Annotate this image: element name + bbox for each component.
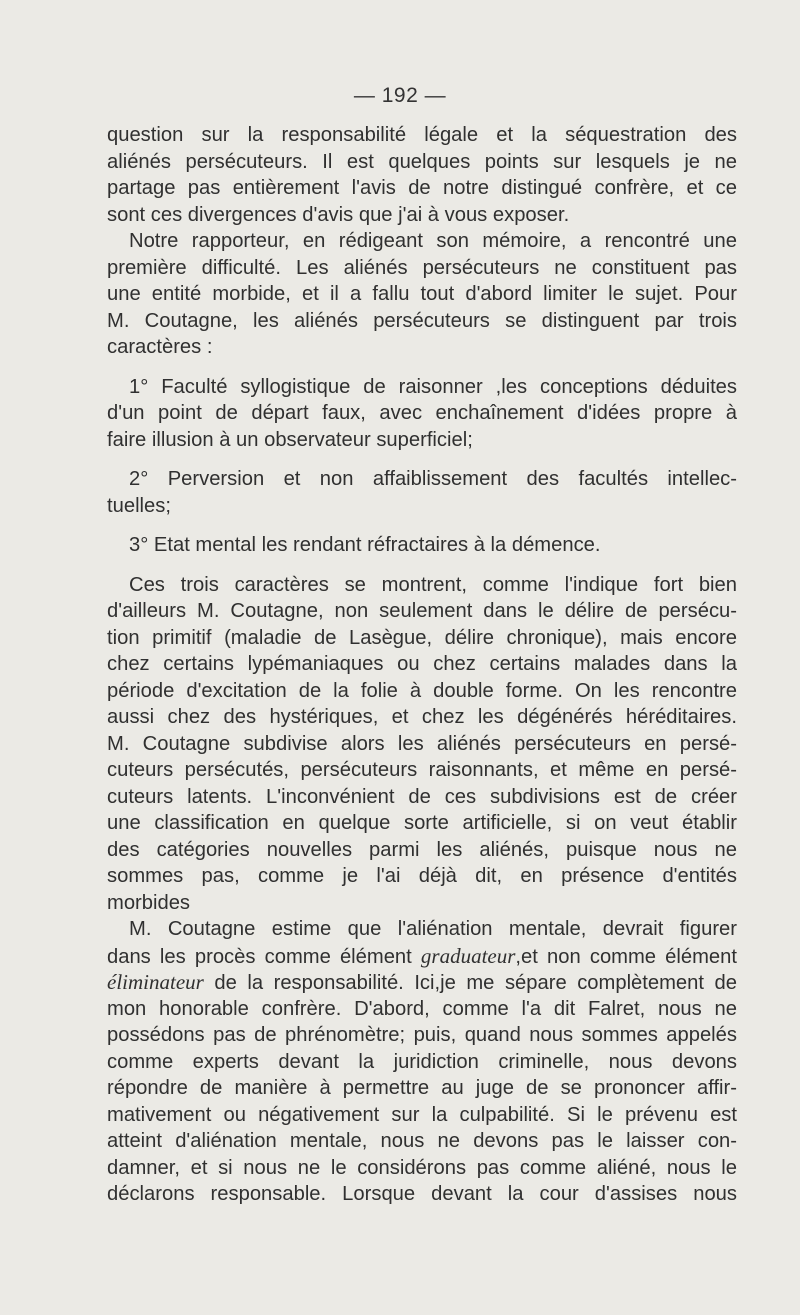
- text-line: question sur la responsabilité légale et la séquestration des: [107, 124, 737, 146]
- text-line: M. Coutagne estime que l'aliénation mentale, devrait figurer: [129, 918, 737, 940]
- text-line: déclarons responsable. Lorsque devant la cour d'assises nous: [107, 1183, 737, 1205]
- list-item-line: 2° Perversion et non affaiblissement des facultés intellec-: [129, 468, 737, 490]
- text-line: une classification en quelque sorte artificielle, si on veut établir: [107, 812, 737, 834]
- text-line: damner, et si nous ne le considérons pas comme aliéné, nous le: [107, 1156, 737, 1179]
- text-line: chez certains lypémaniaques ou chez certains malades dans la: [107, 653, 737, 675]
- list-item-line: 3° Etat mental les rendant réfractaires à la démence.: [129, 534, 601, 556]
- text-run: ,et non comme élément: [515, 945, 737, 968]
- text-line: caractères :: [107, 336, 213, 358]
- list-item-line: d'un point de départ faux, avec enchaînement d'idées propre à: [107, 402, 737, 424]
- text-line: aliénés persécuteurs. Il est quelques points sur lesquels je ne: [107, 150, 737, 173]
- text-line: aussi chez des hystériques, et chez les dégénérés héréditaires.: [107, 706, 737, 728]
- text-line: Ces trois caractères se montrent, comme l'indique fort bien: [129, 573, 737, 596]
- text-line: sont ces divergences d'avis que j'ai à vous exposer.: [107, 203, 570, 226]
- text-line: sommes pas, comme je l'ai déjà dit, en présence d'entités: [107, 865, 737, 887]
- list-item-line: tuelles;: [107, 494, 171, 517]
- text-line: M. Coutagne subdivise alors les aliénés persécuteurs en persé-: [107, 732, 737, 755]
- text-line: une entité morbide, et il a fallu tout d'abord limiter le sujet. Pour: [107, 283, 737, 305]
- text-line: des catégories nouvelles parmi les aliénés, puisque nous ne: [107, 838, 737, 861]
- text-line: mon honorable confrère. D'abord, comme l'a dit Falret, nous ne: [107, 997, 737, 1020]
- text-line: morbides: [107, 891, 191, 914]
- paragraph-gap: [107, 559, 737, 572]
- text-line: cuteurs persécutés, persécuteurs raisonnants, et même en persé-: [107, 759, 737, 781]
- text-line: répondre de manière à permettre au juge de se prononcer affir-: [107, 1077, 737, 1099]
- text-line: tion primitif (maladie de Lasègue, délire chronique), mais encore: [107, 626, 737, 649]
- text-line-with-italic: [107, 969, 737, 996]
- italic-term: éliminateur: [107, 970, 204, 994]
- page-number: — 192 —: [353, 84, 447, 107]
- text-line: Notre rapporteur, en rédigeant son mémoire, a rencontré une: [129, 230, 737, 252]
- text-line: cuteurs latents. L'inconvénient de ces subdivisions est de créer: [107, 785, 737, 808]
- text-run: dans les procès comme élément: [107, 945, 421, 968]
- paragraph-gap: [107, 453, 737, 466]
- body-text: [107, 122, 737, 1208]
- text-line: première difficulté. Les aliénés persécuteurs ne constituent pas: [107, 256, 737, 279]
- list-item-line: faire illusion à un observateur superficiel;: [107, 428, 473, 451]
- text-line: d'ailleurs M. Coutagne, non seulement dans le délire de persécu-: [107, 600, 737, 622]
- paragraph-gap: [107, 519, 737, 532]
- text-line: partage pas entièrement l'avis de notre distingué confrère, et ce: [107, 177, 737, 199]
- text-line-with-italic: [107, 943, 737, 970]
- text-line: comme experts devant la juridiction criminelle, nous devons: [107, 1050, 737, 1073]
- text-line: atteint d'aliénation mentale, nous ne devons pas le laisser con-: [107, 1130, 737, 1152]
- italic-term: graduateur: [420, 943, 516, 968]
- text-line: possédons pas de phrénomètre; puis, quand nous sommes appelés: [107, 1024, 737, 1046]
- text-line: M. Coutagne, les aliénés persécuteurs se distinguent par trois: [107, 309, 737, 332]
- text-line: période d'excitation de la folie à double forme. On les rencontre: [107, 679, 737, 702]
- list-item-line: 1° Faculté syllogistique de raisonner ,les conceptions déduites: [129, 375, 737, 398]
- text-line: mativement ou négativement sur la culpabilité. Si le prévenu est: [107, 1103, 737, 1126]
- paragraph-gap: [107, 361, 737, 374]
- text-run: de la responsabilité. Ici,je me sépare complètement de: [203, 972, 737, 994]
